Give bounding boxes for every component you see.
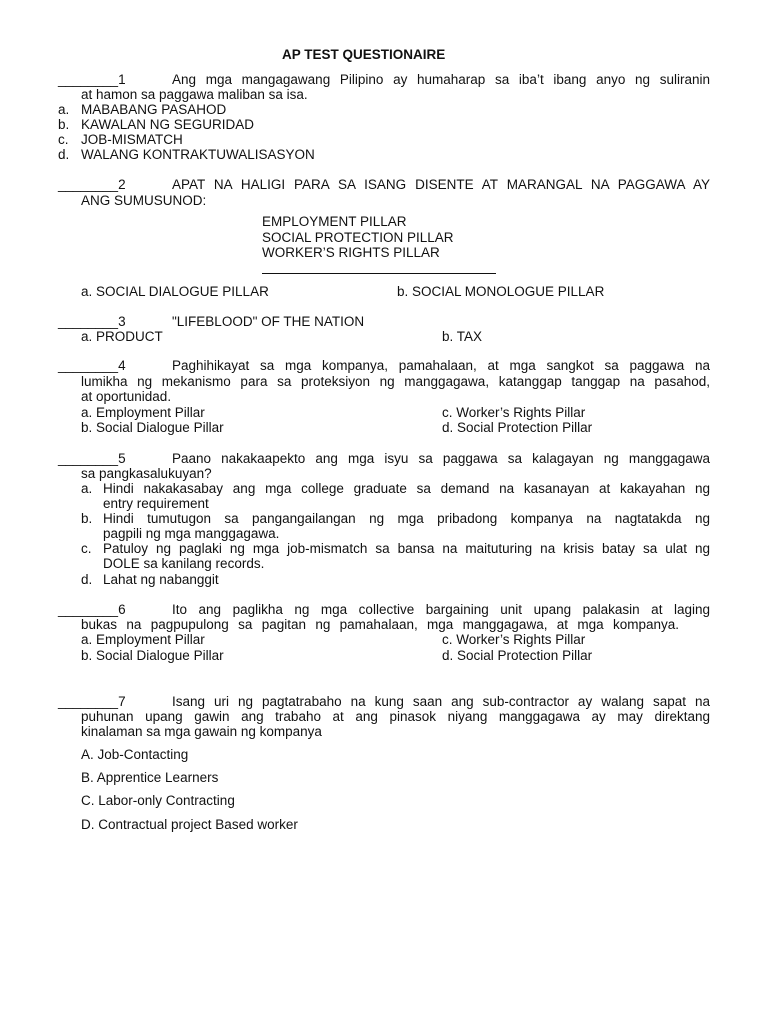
choice-c: c. Worker’s Rights Pillar [442, 405, 586, 420]
pillar-item: EMPLOYMENT PILLAR [262, 214, 407, 229]
question-5-text-line1: Paano nakakaapekto ang mga isyu sa paggawa sa kalagayan ng manggagawa [172, 451, 710, 466]
question-3-text: "LIFEBLOOD" OF THE NATION [172, 314, 365, 329]
choice-c: C. Labor-only Contracting [81, 793, 235, 808]
choice-d: d. Social Protection Pillar [442, 648, 593, 663]
choice-b: B. Apprentice Learners [81, 770, 219, 785]
choice-text-cont: entry requirement [103, 496, 209, 511]
choice-a: a. Employment Pillar [81, 405, 205, 420]
choice-text: WALANG KONTRAKTUWALISASYON [81, 147, 315, 162]
question-5-text-line2: sa pangkasalukuyan? [81, 466, 212, 481]
choice-text-cont: pagpili ng mga manggagawa. [103, 526, 280, 541]
choice-letter: b. [58, 117, 70, 132]
choice-d: d. Social Protection Pillar [442, 420, 593, 435]
choice-b: b. SOCIAL MONOLOGUE PILLAR [397, 284, 605, 299]
pillar-item: SOCIAL PROTECTION PILLAR [262, 230, 454, 245]
choice-letter: a. [81, 481, 93, 496]
choice-letter: c. [58, 132, 69, 147]
choice-letter: d. [58, 147, 70, 162]
question-7-text-line1: Isang uri ng pagtatrabaho na kung saan ang sub-contractor ay walang sapat na [172, 694, 710, 709]
answer-blank-7: ________7 [58, 694, 126, 709]
choice-d: D. Contractual project Based worker [81, 817, 298, 832]
choice-text-cont: DOLE sa kanilang records. [103, 556, 265, 571]
page-title: AP TEST QUESTIONAIRE [282, 47, 446, 62]
choice-a: A. Job-Contacting [81, 747, 189, 762]
choice-text: JOB-MISMATCH [81, 132, 183, 147]
choice-c: c. Worker’s Rights Pillar [442, 632, 586, 647]
question-1-text-line1: Ang mga mangagawang Pilipino ay humaharap sa iba’t ibang anyo ng suliranin [172, 72, 710, 87]
choice-text: Hindi tumutugon sa pangangailangan ng mga pribadong kompanya na nagtatakda ng [103, 511, 710, 526]
choice-letter: a. [58, 102, 70, 117]
question-1-text-line2: at hamon sa paggawa maliban sa isa. [81, 87, 308, 102]
answer-blank-6: ________6 [58, 602, 126, 617]
question-4-text-line2: lumikha ng mekanismo para sa proteksiyon ng manggagawa, katanggap tanggap na pasahod, [81, 374, 710, 389]
choice-b: b. TAX [442, 329, 483, 344]
question-6-text-line2: bukas na pagpupulong sa pagitan ng pamahalaan, mga manggagawa, at mga kompanya. [81, 617, 679, 632]
choice-a: a. Employment Pillar [81, 632, 205, 647]
answer-blank-2: ________2 [58, 177, 126, 192]
choice-a: a. SOCIAL DIALOGUE PILLAR [81, 284, 269, 299]
question-6-text-line1: Ito ang paglikha ng mga collective bargaining unit upang palakasin at laging [172, 602, 710, 617]
choice-letter: c. [81, 541, 92, 556]
choice-a: a. PRODUCT [81, 329, 163, 344]
answer-blank-3: ________3 [58, 314, 126, 329]
choice-text: MABABANG PASAHOD [81, 102, 227, 117]
question-7-text-line3: kinalaman sa mga gawain ng kompanya [81, 724, 322, 739]
question-4-text-line1: Paghihikayat sa mga kompanya, pamahalaan, at mga sangkot sa paggawa na [172, 358, 710, 373]
answer-blank-5: ________5 [58, 451, 126, 466]
choice-text: Lahat ng nabanggit [103, 572, 219, 587]
choice-text: Patuloy ng paglaki ng mga job-mismatch sa bansa na maituturing na krisis batay sa ulat ng [103, 541, 710, 556]
pillar-item: WORKER’S RIGHTS PILLAR [262, 245, 440, 260]
question-2-text-line1: APAT NA HALIGI PARA SA ISANG DISENTE AT MARANGAL NA PAGGAWA AY [172, 177, 710, 192]
choice-b: b. Social Dialogue Pillar [81, 420, 224, 435]
choice-letter: b. [81, 511, 93, 526]
answer-blank-4: ________4 [58, 358, 126, 373]
answer-blank-1: ________1 [58, 72, 126, 87]
choice-text: KAWALAN NG SEGURIDAD [81, 117, 255, 132]
question-2-text-line2: ANG SUMUSUNOD: [81, 193, 207, 208]
question-7-text-line2: puhunan upang gawin ang trabaho at ang pinasok niyang manggagawa ay may direktang [81, 709, 710, 724]
choice-letter: d. [81, 572, 93, 587]
question-4-text-line3: at oportunidad. [81, 389, 172, 404]
choice-b: b. Social Dialogue Pillar [81, 648, 224, 663]
fill-in-line [262, 273, 496, 274]
choice-text: Hindi nakakasabay ang mga college graduate sa demand na kasanayan at kakayahan ng [103, 481, 710, 496]
